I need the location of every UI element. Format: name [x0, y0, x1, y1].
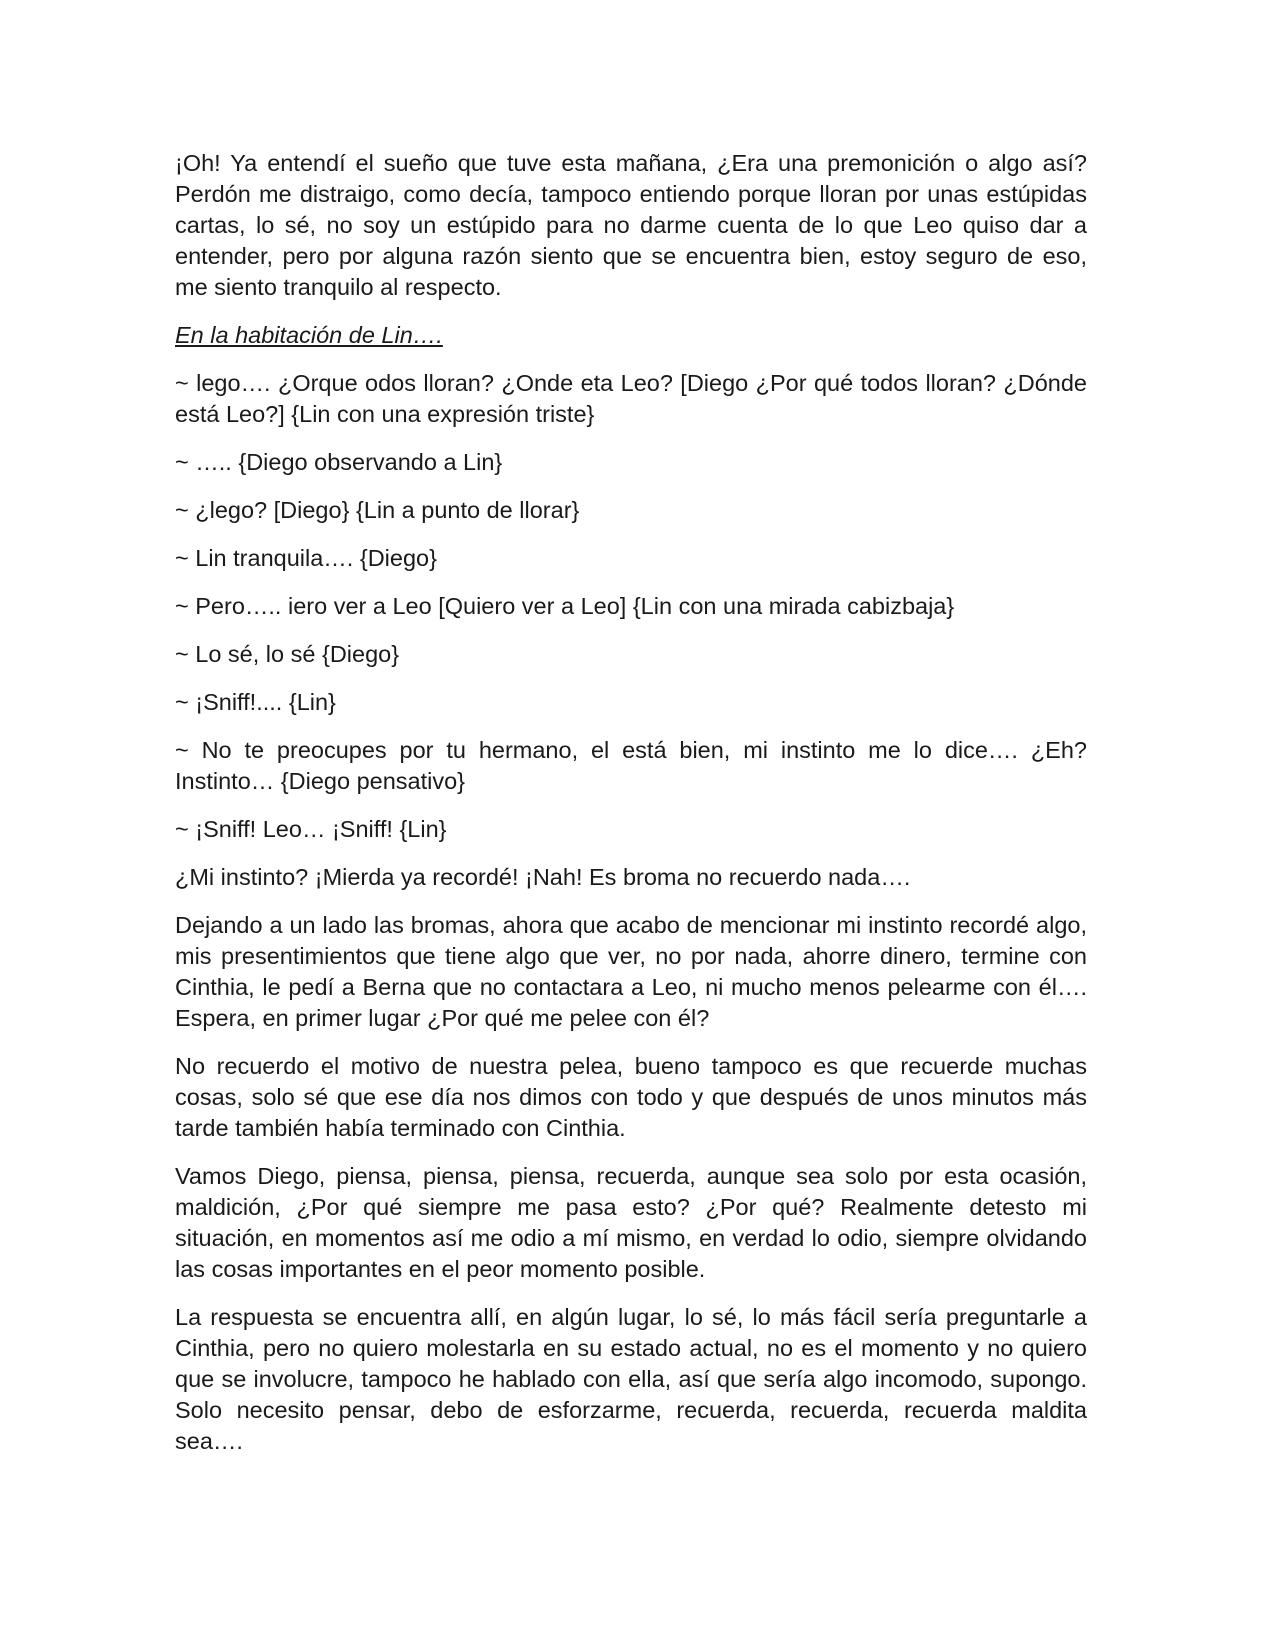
dialogue-line: ~ Lo sé, lo sé {Diego} [175, 641, 400, 667]
dialogue-line: ~ ¡Sniff!.... {Lin} [175, 689, 336, 715]
dialogue-line: ~ Pero….. iero ver a Leo [Quiero ver a Leo] {Lin con una mirada cabizbaja} [175, 593, 955, 619]
paragraph: No recuerdo el motivo de nuestra pelea, bueno tampoco es que recuerde muchas cosas, solo sé que ese día nos dimos con todo y que después de unos minutos más tarde también había terminado con Cinthia. [175, 1053, 1087, 1141]
dialogue-line: ~ lego…. ¿Orque odos lloran? ¿Onde eta Leo? [Diego ¿Por qué todos lloran? ¿Dónde está Leo?] {Lin con una expresión triste} [175, 370, 1087, 427]
paragraph: Dejando a un lado las bromas, ahora que acabo de mencionar mi instinto recordé algo, mis presentimientos que tiene algo que ver, no por nada, ahorre dinero, termine con Cinthia, le pedí a Berna que no contactara a Leo, ni mucho menos pelearme con él…. Espera, en primer lugar ¿Por qué me pelee con él? [175, 912, 1087, 1031]
paragraph: ¿Mi instinto? ¡Mierda ya recordé! ¡Nah! Es broma no recuerdo nada…. [175, 864, 911, 890]
dialogue-line: ~ Lin tranquila…. {Diego} [175, 545, 437, 571]
dialogue-line: ~ ¿lego? [Diego} {Lin a punto de llorar} [175, 497, 580, 523]
paragraph: La respuesta se encuentra allí, en algún lugar, lo sé, lo más fácil sería preguntarle a Cinthia, pero no quiero molestarla en su estado actual, no es el momento y no quiero que se involucre, tampoco he hablado con ella, así que sería algo incomodo, supongo. Solo necesito pensar, debo de esforzarme, recuerda, recuerda, recuerda maldita sea…. [175, 1304, 1087, 1454]
scene-heading: En la habitación de Lin…. [175, 322, 443, 348]
dialogue-line: ~ No te preocupes por tu hermano, el está bien, mi instinto me lo dice…. ¿Eh? Instinto… {Diego pensativo} [175, 737, 1087, 794]
paragraph: Vamos Diego, piensa, piensa, piensa, recuerda, aunque sea solo por esta ocasión, maldición, ¿Por qué siempre me pasa esto? ¿Por qué? Realmente detesto mi situación, en momentos así me odio a mí mismo, en verdad lo odio, siempre olvidando las cosas importantes en el peor momento posible. [175, 1163, 1087, 1282]
paragraph-intro: ¡Oh! Ya entendí el sueño que tuve esta mañana, ¿Era una premonición o algo así? Perdón me distraigo, como decía, tampoco entiendo porque lloran por unas estúpidas cartas, lo sé, no soy un estúpido para no darme cuenta de lo que Leo quiso dar a entender, pero por alguna razón siento que se encuentra bien, estoy seguro de eso, me siento tranquilo al respecto. [175, 150, 1087, 300]
dialogue-line: ~ ¡Sniff! Leo… ¡Sniff! {Lin} [175, 816, 447, 842]
dialogue-line: ~ ….. {Diego observando a Lin} [175, 449, 503, 475]
